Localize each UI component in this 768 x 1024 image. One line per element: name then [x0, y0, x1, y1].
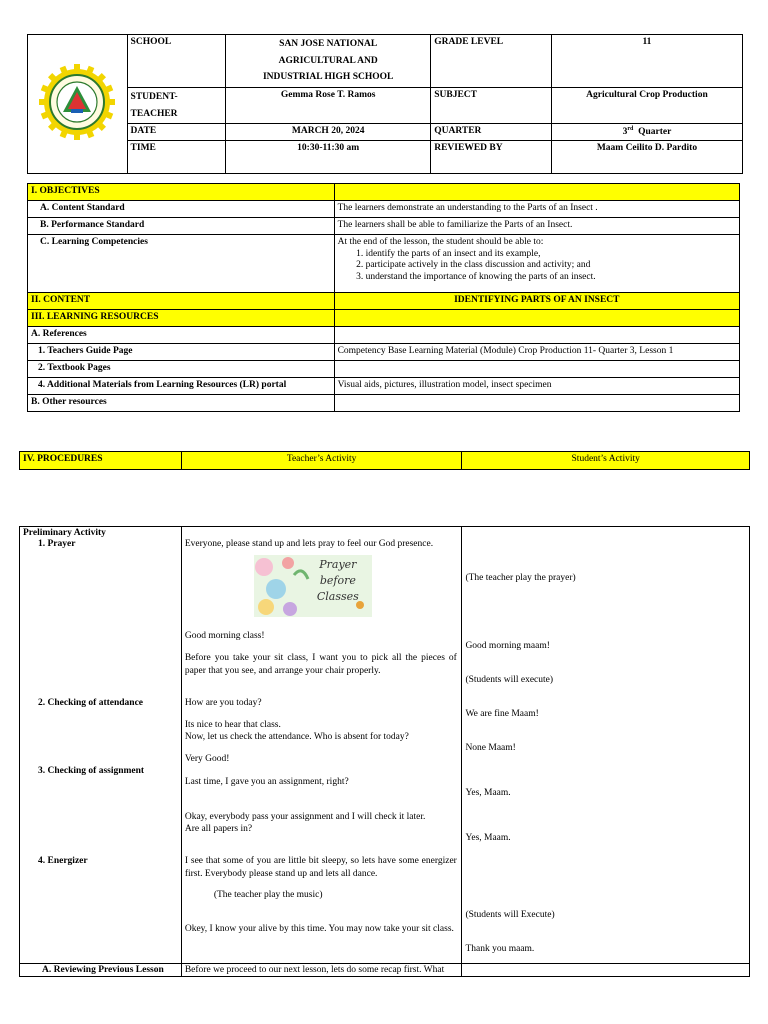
- student-label-line2: TEACHER: [130, 108, 178, 119]
- teacher-line: I see that some of you are little bit sleepy, so lets have some energizer first. Everybody please stand up and lets all dance.: [184, 856, 457, 879]
- procedures-header: [19, 451, 750, 470]
- teacher-line: (The teacher play the music): [213, 890, 323, 900]
- teacher-line: Good morning class!: [184, 631, 265, 641]
- student-teacher-value: Gemma Rose T. Ramos: [226, 87, 431, 123]
- student-activity-column: [462, 527, 750, 964]
- reviewed-by-label: REVIEWED BY: [431, 141, 552, 174]
- school-seal-icon: [37, 62, 117, 142]
- grade-label: GRADE LEVEL: [431, 35, 552, 88]
- procedures-title: IV. PROCEDURES: [20, 452, 182, 470]
- teacher-line: Are all papers in?: [184, 824, 253, 834]
- content-value: IDENTIFYING PARTS OF AN INSECT: [334, 293, 739, 310]
- subject-label: SUBJECT: [431, 87, 552, 123]
- objectives-table: [27, 183, 740, 412]
- competency-item: 1. identify the parts of an insect and its example,: [366, 249, 736, 260]
- teacher-line: Before we proceed to our next lesson, lets do some recap first. What: [181, 964, 462, 977]
- school-name-line1: SAN JOSE NATIONAL: [279, 39, 378, 49]
- student-line: Yes, Maam.: [465, 833, 511, 843]
- performance-standard-value: The learners shall be able to familiarize the Parts of an Insect.: [334, 218, 739, 235]
- resources-title: III. LEARNING RESOURCES: [28, 310, 335, 327]
- teacher-activity-heading: Teacher’s Activity: [181, 452, 462, 470]
- student-line: (Students will Execute): [465, 910, 555, 920]
- student-line: Yes, Maam.: [465, 788, 511, 798]
- prayer-before-classes-image: [254, 555, 372, 617]
- quarter-number: 3: [622, 127, 628, 138]
- lr-portal-label: 4. Additional Materials from Learning Resources (LR) portal: [28, 378, 335, 395]
- textbook-blank: [334, 361, 739, 378]
- subject-value: Agricultural Crop Production: [551, 87, 742, 123]
- school-name: [226, 35, 431, 88]
- teacher-line: Very Good!: [184, 754, 230, 764]
- teacher-line: Last time, I gave you an assignment, right?: [184, 777, 349, 787]
- resources-title-blank: [334, 310, 739, 327]
- school-label: SCHOOL: [127, 35, 226, 88]
- other-resources-blank: [334, 395, 739, 412]
- content-standard-value: The learners demonstrate an understanding to the Parts of an Insect .: [334, 201, 739, 218]
- competency-item: 3. understand the importance of knowing the parts of an insect.: [366, 272, 736, 283]
- student-line: We are fine Maam!: [465, 709, 539, 719]
- objectives-title: I. OBJECTIVES: [28, 184, 335, 201]
- date-value: MARCH 20, 2024: [226, 124, 431, 141]
- student-line-blank: [462, 964, 750, 977]
- quarter-value: [551, 124, 742, 141]
- student-activity-heading: Student’s Activity: [462, 452, 750, 470]
- preliminary-activity-label: Preliminary Activity: [23, 528, 106, 538]
- step-attendance: 2. Checking of attendance: [38, 698, 144, 708]
- procedures-body: [19, 526, 750, 977]
- school-logo: [28, 35, 128, 174]
- teacher-line: Now, let us check the attendance. Who is absent for today?: [184, 732, 409, 742]
- other-resources-label: B. Other resources: [28, 395, 335, 412]
- student-line: Good morning maam!: [465, 641, 550, 651]
- teachers-guide-value: Competency Base Learning Material (Module) Crop Production 11- Quarter 3, Lesson 1: [334, 344, 739, 361]
- student-label-line1: STUDENT-: [130, 91, 178, 102]
- prayer-card-line: Prayer: [319, 558, 357, 571]
- reviewed-by-value: Maam Ceilito D. Pardito: [551, 141, 742, 174]
- references-label: A. References: [28, 327, 335, 344]
- competencies-list: [338, 249, 736, 283]
- header-table: [27, 34, 743, 174]
- textbook-label: 2. Textbook Pages: [28, 361, 335, 378]
- grade-value: 11: [551, 35, 742, 88]
- step-energizer: 4. Energizer: [38, 856, 88, 866]
- lr-portal-value: Visual aids, pictures, illustration model, insect specimen: [334, 378, 739, 395]
- school-name-line2: AGRICULTURAL AND: [278, 55, 378, 66]
- student-line: (Students will execute): [465, 675, 554, 685]
- content-standard-label: A. Content Standard: [28, 201, 335, 218]
- date-label: DATE: [127, 124, 226, 141]
- quarter-word: Quarter: [638, 127, 672, 138]
- teacher-line: Before you take your sit class, I want you to pick all the pieces of paper that you see, and arrange your chair properly.: [184, 653, 457, 676]
- teacher-activity-column: [181, 527, 462, 964]
- prayer-card-line: before: [319, 574, 356, 587]
- references-blank: [334, 327, 739, 344]
- steps-column: [20, 527, 182, 964]
- quarter-label: QUARTER: [431, 124, 552, 141]
- school-name-line3: INDUSTRIAL HIGH SCHOOL: [262, 72, 394, 83]
- teacher-line: Okey, I know your alive by this time. You may now take your sit class.: [184, 924, 454, 934]
- student-line: None Maam!: [465, 743, 516, 753]
- step-prayer: 1. Prayer: [38, 539, 76, 549]
- student-teacher-label: [127, 87, 226, 123]
- teacher-line: How are you today?: [184, 698, 262, 708]
- step-assignment: 3. Checking of assignment: [38, 766, 145, 776]
- teacher-line: Its nice to hear that class.: [184, 720, 281, 730]
- content-title: II. CONTENT: [28, 293, 335, 310]
- time-label: TIME: [127, 141, 226, 174]
- teachers-guide-label: 1. Teachers Guide Page: [28, 344, 335, 361]
- prayer-card-line: Classes: [316, 590, 359, 603]
- quarter-suffix: rd: [627, 126, 634, 133]
- step-reviewing-previous-lesson: A. Reviewing Previous Lesson: [20, 964, 182, 977]
- time-value: 10:30-11:30 am: [226, 141, 431, 174]
- competencies-intro: At the end of the lesson, the student should be able to:: [337, 237, 544, 247]
- performance-standard-label: B. Performance Standard: [28, 218, 335, 235]
- student-line: (The teacher play the prayer): [465, 573, 576, 583]
- competencies-value: [334, 235, 739, 293]
- objectives-title-blank: [334, 184, 739, 201]
- student-line: Thank you maam.: [465, 944, 535, 954]
- competency-item: 2. participate actively in the class discussion and activity; and: [366, 260, 736, 271]
- teacher-line: Okay, everybody pass your assignment and I will check it later.: [184, 812, 426, 822]
- competencies-label: C. Learning Competencies: [28, 235, 335, 293]
- teacher-line: Everyone, please stand up and lets pray to feel our God presence.: [184, 539, 434, 549]
